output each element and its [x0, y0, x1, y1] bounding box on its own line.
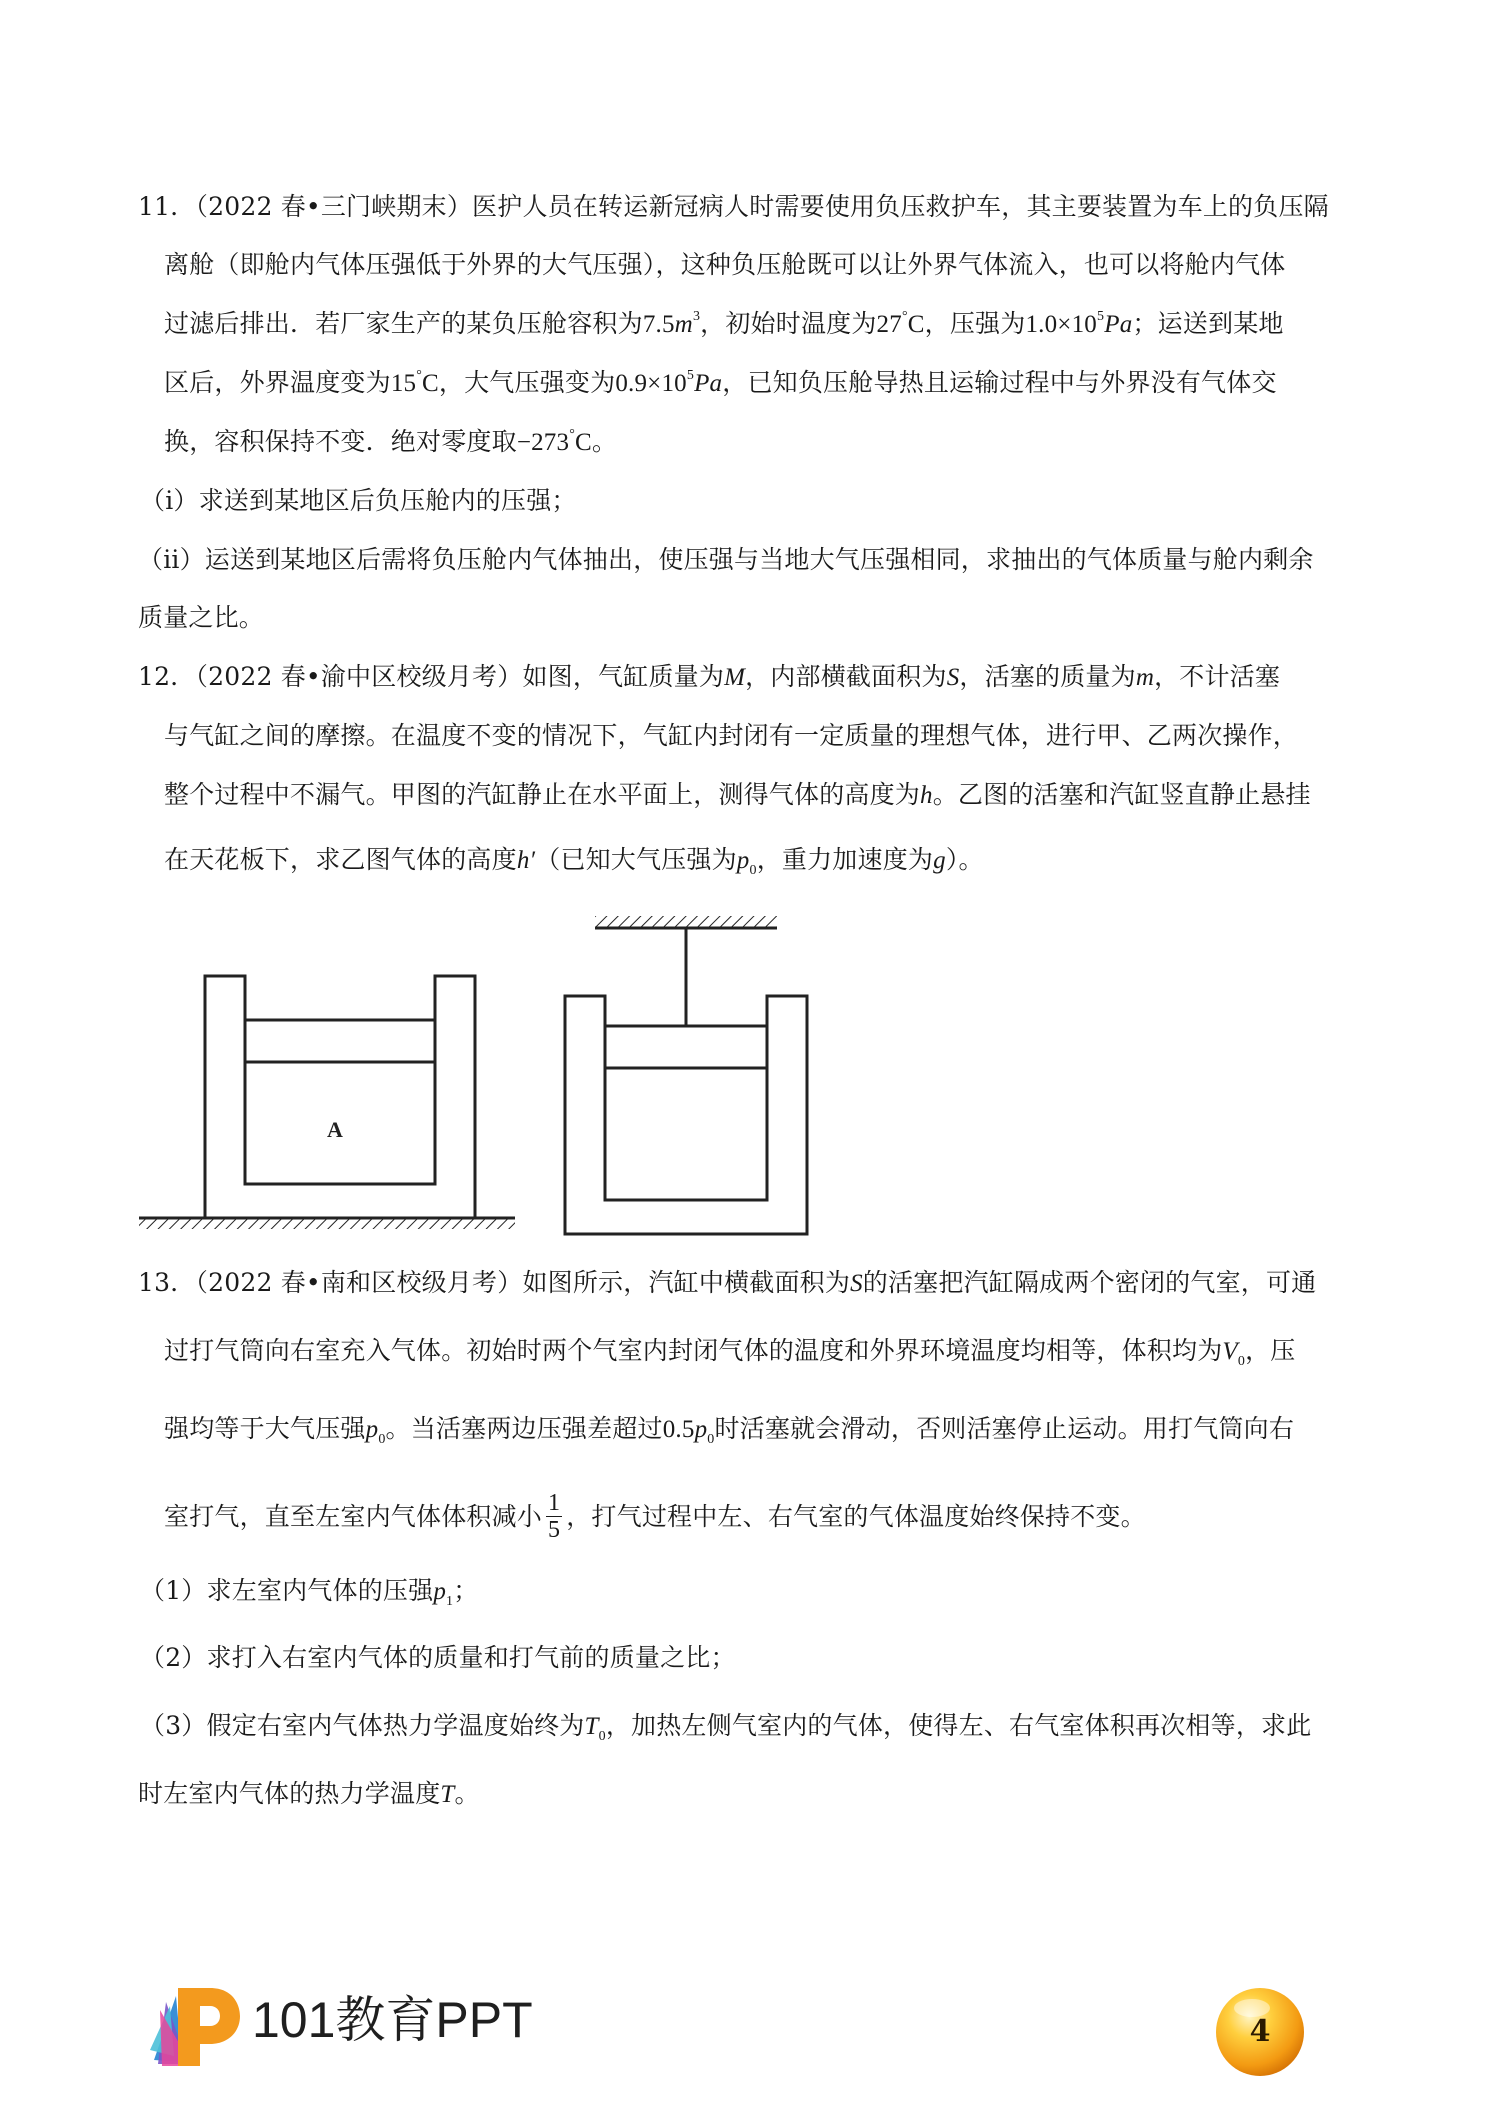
- q12-source: （2022 春•渝中区校级月考）: [195, 662, 523, 691]
- q13-sub-2: （2）求打入右室内气体的质量和打气前的质量之比；: [140, 1643, 736, 1672]
- ceiling-hatch: [595, 916, 777, 927]
- pressure-final: $0.9\times 10^5Pa$: [615, 368, 723, 397]
- page-number-badge: [1212, 1984, 1308, 2080]
- gas-label: A: [327, 1117, 343, 1142]
- q11-number: 11．: [138, 192, 196, 221]
- q13-line-1: 13．（2022 春•南和区校级月考）如图所示，汽缸中横截面积为S的活塞把汽缸隔成两个密闭的气室，可通: [138, 1268, 1317, 1297]
- figure-jia-cylinder: [139, 976, 515, 1229]
- q11-line-1: 11．（2022 春•三门峡期末）医护人员在转运新冠病人时需要使用负压救护车，其主要装置为车上的负压隔: [138, 192, 1329, 221]
- q11-sub-ii: （ii）运送到某地区后需将负压舱内气体抽出，使压强与当地大气压强相同，求抽出的气体质量与舱内剩余: [138, 545, 1314, 574]
- q12-number: 12．: [138, 662, 196, 691]
- temperature-initial: 27°C: [876, 309, 925, 338]
- q11-sub-ii-cont: 质量之比。: [138, 603, 265, 632]
- q12-line-3: 整个过程中不漏气。甲图的汽缸静止在水平面上，测得气体的高度为h。乙图的活塞和汽缸竖直静止悬挂: [164, 780, 1311, 809]
- q12-line-4: 在天花板下，求乙图气体的高度h′（已知大气压强为$p_0$，重力加速度为g）。: [164, 845, 984, 878]
- piston: [245, 1020, 435, 1062]
- figure-yi-cylinder: [565, 916, 807, 1234]
- q13-number: 13．: [138, 1268, 196, 1297]
- page-number: 4: [1249, 2014, 1271, 2049]
- q11-line-3: 过滤后排出．若厂家生产的某负压舱容积为$7.5m^3$，初始时温度为27°C，压强为$1.0\times 10^5Pa$；运送到某地: [164, 309, 1284, 338]
- absolute-zero: −273°C: [516, 427, 592, 456]
- cylinder-walls-hanging: [565, 996, 807, 1234]
- q13-line-2: 过打气筒向右室充入气体。初始时两个气室内封闭气体的温度和外界环境温度均相等，体积均为$V_0$，压: [164, 1336, 1296, 1369]
- q13-line-3: 强均等于大气压强$p_0$。当活塞两边压强差超过$0.5p_0$时活塞就会滑动，否则活塞停止运动。用打气筒向右: [164, 1414, 1295, 1447]
- q13-sub-1: （1）求左室内气体的压强$p_1$；: [140, 1576, 479, 1609]
- q11-source: （2022 春•三门峡期末）: [195, 192, 473, 221]
- pressure-initial: $1.0\times 10^5Pa$: [1025, 309, 1133, 338]
- q12-figure: [135, 912, 815, 1242]
- q13-source: （2022 春•南和区校级月考）: [195, 1268, 523, 1297]
- cylinder-walls: [205, 976, 475, 1218]
- fraction-one-fifth: $\frac{1}{5}$: [548, 1490, 561, 1543]
- q13-sub-3-cont: 时左室内气体的热力学温度T。: [138, 1779, 480, 1808]
- piston-hanging: [605, 1026, 767, 1068]
- ground-hatch: [139, 1219, 515, 1229]
- q13-sub-3: （3）假定右室内气体热力学温度始终为$T_0$，加热左侧气室内的气体，使得左、右气室体积再次相等，求此: [140, 1711, 1312, 1744]
- q13-line-4: 室打气，直至左室内气体体积减小 $\frac{1}{5}$ ，打气过程中左、右气室的气体温度始终保持不变。: [164, 1490, 1146, 1543]
- q11-line-2: 离舱（即舱内气体压强低于外界的大气压强），这种负压舱既可以让外界气体流入，也可以将舱内气体: [164, 250, 1286, 279]
- brand-logo-icon: [148, 1980, 248, 2070]
- q12-line-1: 12．（2022 春•渝中区校级月考）如图，气缸质量为M，内部横截面积为S，活塞的质量为m，不计活塞: [138, 662, 1281, 691]
- volume-value: $7.5m^3$: [642, 309, 701, 338]
- brand-logo-text: 101教育PPT: [252, 1992, 533, 2048]
- q11-line-5: 换，容积保持不变．绝对零度取−273°C。: [164, 427, 618, 456]
- q12-line-2: 与气缸之间的摩擦。在温度不变的情况下，气缸内封闭有一定质量的理想气体，进行甲、乙两次操作，: [164, 721, 1299, 750]
- q11-line-4: 区后，外界温度变为15°C，大气压强变为$0.9\times 10^5Pa$，已知负压舱导热且运输过程中与外界没有气体交: [164, 368, 1277, 397]
- q11-sub-i: （i）求送到某地区后负压舱内的压强；: [140, 486, 577, 515]
- temperature-final: 15°C: [390, 368, 439, 397]
